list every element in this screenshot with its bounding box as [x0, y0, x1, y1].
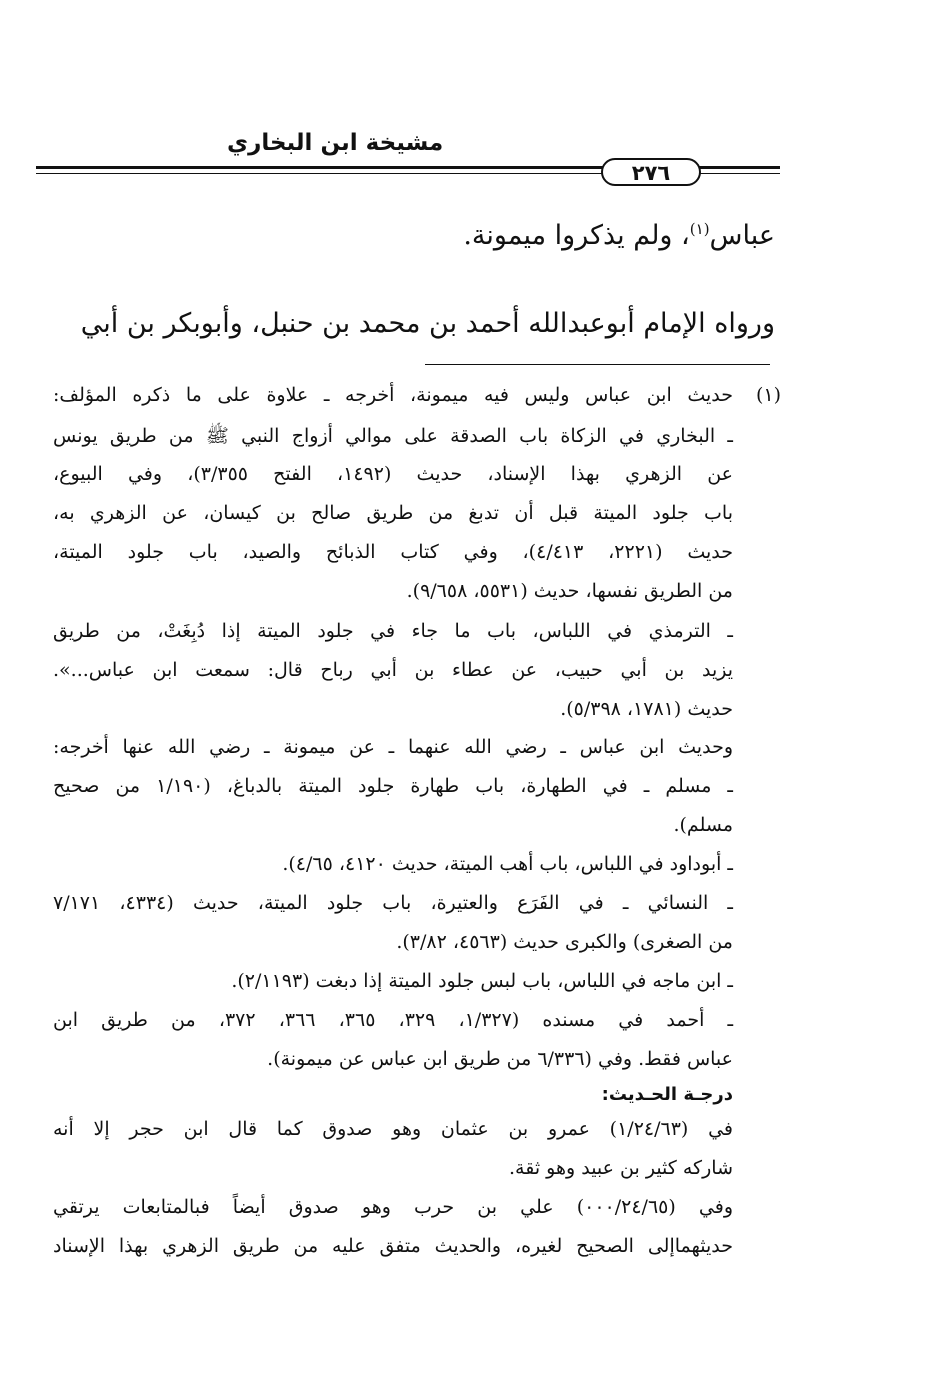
main-text-continuation: ، ولم يذكروا ميمونة.	[463, 220, 690, 251]
footnote-marker: (١)	[755, 384, 781, 406]
footnote-line: من الصغرى) والكبرى حديث (٤٥٦٣، ٣/٨٢).	[396, 931, 733, 953]
footnote-line: باب جلود الميتة قبل أن تدبغ من طريق صالح بن كيسان، عن الزهري به،	[53, 502, 733, 524]
footnote-line: ـ النسائي ـ في الفَرَع والعتيرة، باب جلود الميتة، حديث (٤٣٣٤، ٧/١٧١	[53, 892, 733, 914]
footnote-line: حديث (١٧٨١، ٥/٣٩٨).	[560, 698, 733, 720]
footnote-line: عن الزهري بهذا الإسناد، حديث (١٤٩٢، الفتح ٣/٣٥٥)، وفي البيوع،	[53, 463, 733, 485]
footnote-line: ـ البخاري في الزكاة باب الصدقة على موالي أزواج النبي ﷺ من طريق يونس	[53, 425, 733, 447]
footnote-line: شاركه كثير بن عبيد وهو ثقة.	[509, 1157, 733, 1179]
page-number: ٢٧٦	[601, 158, 701, 186]
running-title: مشيخة ابن البخاري	[227, 130, 444, 156]
footnote-line: ـ أحمد في مسنده (١/٣٢٧، ٣٢٩، ٣٦٥، ٣٦٦، ٣٧٢، من طريق ابن	[53, 1009, 734, 1031]
main-text-line-2: ورواه الإمام أبوعبدالله أحمد بن محمد بن حنبل، وأبوبكر بن أبي	[80, 308, 775, 339]
footnote-line: من الطريق نفسها، حديث (٥٥٣١، ٩/٦٥٨).	[406, 580, 733, 602]
header-rule	[36, 158, 780, 186]
footnote-reference: (١)	[689, 220, 710, 238]
footnote-line: حديث (٢٢٢١، ٤/٤١٣)، وفي كتاب الذبائح والصيد، باب جلود الميتة،	[53, 541, 734, 563]
section-heading: درجـة الحـديث:	[601, 1084, 733, 1105]
footnote-line: ـ الترمذي في اللباس، باب ما جاء في جلود الميتة إذا دُبِغَتْ، من طريق	[53, 620, 733, 642]
footnote-line: ـ ابن ماجه في اللباس، باب لبس جلود الميتة إذا دبغت (٢/١١٩٣).	[231, 970, 733, 992]
footnote-line: في (١/٢٤/٦٣) عمرو بن عثمان وهو صدوق كما قال ابن حجر إلا أنه	[53, 1118, 734, 1140]
footnote-line: وحديث ابن عباس ـ رضي الله عنهما ـ عن ميمونة ـ رضي الله عنها أخرجه:	[53, 736, 733, 758]
footnote-line: حديثهماإلى الصحيح لغيره، والحديث متفق عليه من طريق الزهري بهذا الإسناد	[53, 1235, 733, 1257]
footnote-line: ـ أبوداود في اللباس، باب أهب الميتة، حديث ٤١٢٠، ٤/٦٥).	[282, 853, 733, 875]
footnote-line: حديث ابن عباس وليس فيه ميمونة، أخرجه ـ علاوة على ما ذكره المؤلف:	[53, 384, 733, 406]
footnote-line: ـ مسلم ـ في الطهارة، باب طهارة جلود الميتة بالدباغ، (١/١٩٠ من صحيح	[53, 775, 733, 797]
footnote-line: وفي (٠٠٠/٢٤/٦٥) علي بن حرب وهو صدوق أيضاً فبالمتابعات يرتقي	[53, 1196, 734, 1218]
footnote-line: يزيد بن أبي حبيب، عن عطاء بن أبي رباح قال: سمعت ابن عباس...».	[53, 659, 733, 681]
main-text-word: عباس	[709, 220, 775, 251]
footnote-line: مسلم).	[673, 814, 733, 836]
footnote-line: عباس فقط. وفي (٦/٣٣٦ من طريق ابن عباس عن ميمونة).	[267, 1048, 733, 1070]
main-text-line-1	[75, 220, 775, 251]
footnote-separator	[425, 364, 770, 365]
